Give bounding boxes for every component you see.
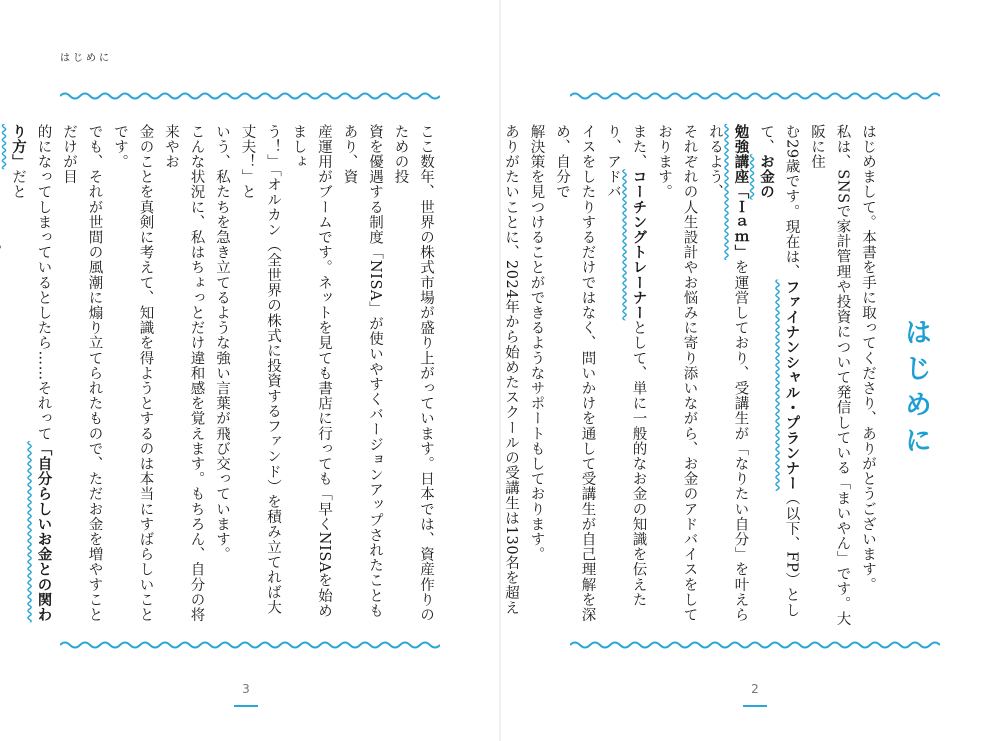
body-line: 解決策を見つけることができるようなサポートもしております。 (528, 124, 545, 562)
emphasis-phrase: ファイナンシャル・プランナー (783, 279, 800, 491)
body-line: う！」「オルカン（全世界の株式に投資するファンド）を積み立てれば大丈夫！」と (239, 124, 281, 616)
left-body-text (10, 124, 438, 629)
chapter-title: はじめに (900, 318, 931, 462)
body-text: また、 (630, 124, 647, 170)
body-line: こんな状況に、私はちょっとだけ違和感を覚えます。もちろん、自分の将来やお (163, 124, 205, 623)
top-wave-divider (60, 91, 440, 101)
body-line: いう、私たちを急き立てるような強い言葉が飛び交っています。 (214, 124, 230, 562)
body-line (702, 124, 753, 629)
body-text: 的になってしまっているとしたら……それって (35, 124, 52, 442)
page-number: 2 (751, 682, 759, 696)
running-head: はじめに (60, 53, 112, 64)
body-line: ありがたいことに、2024年から始めたスクールの受講生は130名を超え (503, 124, 519, 616)
body-text: を運営しており、受講生が「なりたい自分」を叶えられるよう、 (707, 124, 749, 623)
emphasis-phrase: 勉強講座「Ｉａｍ」 (732, 124, 749, 260)
body-line: それぞれの人生設計やお悩みに寄り添いながら、お金のアドバイスをしております。 (656, 124, 698, 623)
body-line (600, 124, 651, 629)
body-line: 産運用がブームです。ネットを見ても書店に行っても「早くNISAを始めましょ (290, 124, 332, 619)
emphasis-phrase: コーチングトレーナー (630, 169, 647, 321)
page-number: 3 (242, 682, 250, 696)
page-number-rule (234, 705, 258, 707)
body-line: でも、それが世間の風潮に煽り立てられたもので、ただお金を増やすことだけが目 (61, 124, 103, 623)
emphasis-phrase: 「自分らしいお金との関わり方」 (10, 124, 52, 623)
body-text: として、単に一般的なお金の知識を伝えたり、アドバ (605, 124, 647, 608)
body-line: 金のことを真剣に考えて、知識を得ようとするのは本当にすばらしいことです。 (112, 124, 154, 623)
body-line: 私は、SNSで家計管理や投資について発信している「まいやん」です。大阪に住 (809, 124, 851, 627)
body-line (753, 124, 804, 629)
emphasis-phrase: お金の (758, 154, 774, 200)
top-wave-divider (570, 91, 940, 101)
body-line: ここ数年、世界の株式市場が盛り上がっています。日本では、資産作りのための投 (392, 124, 434, 623)
body-line (0, 124, 5, 629)
body-line: イスをしたりするだけではなく、問いかけを通して受講生が自己理解を深め、自分で (554, 124, 596, 623)
bottom-wave-divider (570, 640, 940, 650)
page-number-rule (743, 705, 767, 707)
body-text: だと (10, 169, 26, 200)
body-line: 資を優遇する制度「NISA」が使いやすくバージョンアップされたこともあり、資 (341, 124, 383, 619)
bottom-wave-divider (60, 640, 440, 650)
body-line (5, 124, 56, 629)
body-line: はじめまして。本書を手に取ってくださり、ありがとうございます。 (860, 124, 876, 593)
right-body-text (503, 124, 880, 629)
body-text: （以下、FP）として、 (758, 124, 800, 618)
right-page (500, 0, 1000, 741)
body-text: む29歳です。現在は、 (783, 124, 800, 280)
